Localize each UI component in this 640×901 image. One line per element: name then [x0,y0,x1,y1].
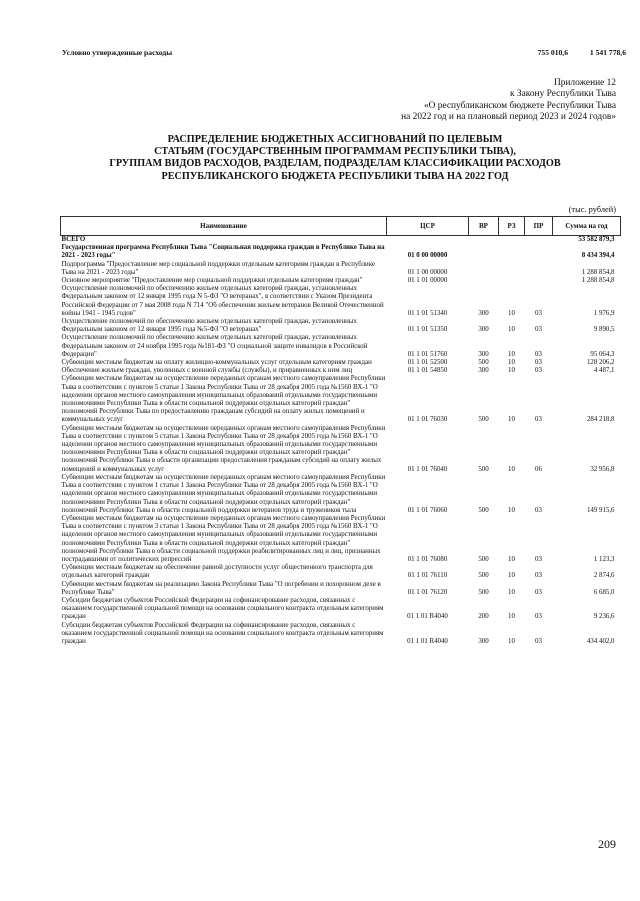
row-rz [499,277,525,285]
appendix-line: «О республиканском бюджете Республики Тыва [423,100,616,111]
title-line: РАСПРЕДЕЛЕНИЕ БЮДЖЕТНЫХ АССИГНОВАНИЙ ПО ЦЕЛЕВЫМ [167,134,503,145]
row-rz [499,244,525,260]
row-pr [525,261,553,277]
table-row [61,375,621,424]
appendix-line: Приложение 12 [553,78,616,88]
row-sum: 4 487,1 [593,367,615,375]
appendix-header [286,78,616,124]
row-vr: 200 [478,613,489,621]
page-number: 209 [598,837,616,851]
row-rz: 10 [508,572,515,580]
row-name: Субвенции местным бюджетам на обеспечение равной доступности услуг общественного транспорта для отдельных категорий граждан [61,564,373,580]
row-name: Обеспечение жильем граждан, уволенных с военной службы (службы), и приравненных к ним лиц [61,367,353,375]
row-rz [499,261,525,277]
row-csr: 01 1 01 54850 [407,367,448,375]
row-csr: 01 1 01 76030 [407,416,448,424]
row-name: Основное мероприятие "Предоставление мер социальной поддержки отдельным категориям граждан" [61,277,363,285]
row-vr: 300 [478,309,489,317]
header-csr: ЦСР [387,217,469,236]
row-rz: 10 [508,465,515,473]
table-row [61,261,621,277]
table-row [61,622,621,647]
table-row [61,359,621,367]
table-row [61,564,621,580]
row-csr: 01 1 01 51350 [407,326,448,334]
table-row [61,581,621,597]
row-rz: 10 [508,555,515,563]
row-pr [525,244,553,260]
table-row [61,597,621,622]
row-vr: 300 [478,367,489,375]
row-csr: 01 1 01 R4040 [407,637,448,645]
row-sum: 284 218,8 [586,416,615,424]
row-rz: 10 [508,309,515,317]
row-vr: 500 [478,588,489,596]
row-rz: 10 [508,637,515,645]
header-sum: Сумма на год [553,217,621,236]
row-sum: 95 064,3 [590,350,615,358]
row-sum: 1 123,3 [593,555,615,563]
total-row [61,236,621,245]
row-sum: 128 206,2 [586,359,615,367]
table-header-row [61,217,621,236]
header-pr: ПР [525,217,553,236]
row-rz: 10 [508,416,515,424]
document-title [40,134,630,183]
table-row [61,334,621,359]
row-pr: 03 [535,416,542,424]
row-sum: 1 288 854,8 [581,268,615,276]
row-rz: 10 [508,350,515,358]
row-rz: 10 [508,588,515,596]
row-csr: 01 0 00 00000 [407,252,448,260]
conditional-expenses-line [62,48,626,60]
row-csr: 01 1 01 51340 [407,309,448,317]
row-name: Субвенции местным бюджетам на осуществление переданных органам местного самоуправления Республики Тыва в соответствии с пунктом 3 статьи 1 Закона Республики Тыва от 28 декабря 2005 года №1560 ВХ-1 "О наделении органов местного самоуправления муниципальных образований отдельными государственными полномочиями Республики Тыва в области социальной поддержки отдельных категорий граждан" полномочий Республики Тыва в области социальной поддержки реабилитированных лиц и лиц, признанных пострадавшими от политических репрессий [61,514,386,563]
row-csr: 01 1 00 00000 [407,268,448,276]
row-sum: 9 890,5 [593,326,615,334]
row-name: Государственная программа Республики Тыва "Социальная поддержка граждан в Республике Тыва на 2021 - 2023 годы" [61,244,385,260]
row-csr: 01 1 01 76040 [407,465,448,473]
row-pr: 03 [535,367,542,375]
row-vr [469,261,499,277]
table-row [61,474,621,515]
row-pr: 03 [535,506,542,514]
row-vr: 500 [478,506,489,514]
row-csr: 01 1 01 76110 [407,572,448,580]
row-rz: 10 [508,506,515,514]
row-csr: 01 1 01 76060 [407,506,448,514]
row-sum: 32 956,8 [590,465,615,473]
row-vr [469,244,499,260]
row-sum: 434 402,0 [586,637,615,645]
row-pr: 03 [535,588,542,596]
row-rz: 10 [508,367,515,375]
total-sum: 53 582 879,3 [553,236,621,245]
row-rz: 10 [508,359,515,367]
row-name: Субвенции местным бюджетам на осуществление переданных органам местного самоуправления Республики Тыва в соответствии с пунктом 5 статьи 1 Закона Республики Тыва от 28 декабря 2005 года №1560 ВХ-1 "О наделении органов местного самоуправления муниципальных образований отдельными государственными полномочиями Республики Тыва в области социальной поддержки отдельных категорий граждан" полномочий Республики Тыва в области организации предоставления гражданам субсидий на оплату жилых помещений и коммунальных услуг [61,424,386,473]
row-name: Субсидии бюджетам субъектов Российской Федерации на софинансирование расходов, связанных с оказанием государственной социальной помощи на основании социального контракта отдельным категориям граждан [61,621,384,645]
header-rz: РЗ [499,217,525,236]
row-pr: 03 [535,555,542,563]
row-vr: 300 [478,637,489,645]
table-row [61,244,621,260]
appendix-line: на 2022 год и на плановый период 2023 и 2024 годов» [401,112,616,123]
row-vr: 500 [478,555,489,563]
row-vr: 500 [478,572,489,580]
row-pr: 03 [535,326,542,334]
row-pr: 03 [535,613,542,621]
row-sum: 6 685,0 [593,588,615,596]
row-rz: 10 [508,613,515,621]
row-vr: 500 [478,359,489,367]
row-pr: 03 [535,572,542,580]
row-name: Субвенции местным бюджетам на осуществление переданных органам местного самоуправления Республики Тыва в соответствии с пунктом 5 статьи 1 Закона Республики Тыва от 28 декабря 2005 года №1560 ВХ-1 "О наделении органов местного самоуправления муниципальных образований отдельными государственными полномочиями Республики Тыва в области социальной поддержки отдельных категорий граждан" полномочий Республики Тыва по предоставлению гражданам субсидий на оплату жилых помещений и коммунальных услуг [61,375,386,424]
row-vr [469,277,499,285]
row-name: Осуществление полномочий по обеспечению жильем отдельных категорий граждан, установленных Федеральным законом от 12 января 1995 года №5-ФЗ "О ветеранах" [61,318,357,334]
table-row [61,277,621,285]
row-sum: 149 915,6 [586,506,615,514]
row-vr: 300 [478,350,489,358]
conditional-expenses-label: Условно утвержденные расходы [62,48,173,57]
table-row [61,285,621,318]
table-row [61,515,621,564]
row-csr: 01 1 01 76080 [407,555,448,563]
row-vr: 300 [478,326,489,334]
title-line: СТАТЬЯМ (ГОСУДАРСТВЕННЫМ ПРОГРАММАМ РЕСПУБЛИКИ ТЫВА), [154,146,516,158]
row-name: Субвенции местным бюджетам на реализацию Закона Республики Тыва "О погребении и похоронном деле в Республике Тыва" [61,580,381,596]
row-name: Осуществление полномочий по обеспечению жильем отдельных категорий граждан, установленных Федеральным законом от 24 ноября 1995 года №181-ФЗ "О социальной защите инвалидов в Российской Федерации" [61,334,368,358]
budget-table [60,216,621,646]
row-pr [525,277,553,285]
row-csr: 01 1 01 51760 [407,350,448,358]
row-pr: 03 [535,350,542,358]
appendix-line: к Закону Республики Тыва [510,89,616,100]
row-pr: 03 [535,637,542,645]
row-csr: 01 1 01 R4040 [407,613,448,621]
row-vr: 500 [478,416,489,424]
table-row [61,318,621,334]
row-pr: 06 [535,465,542,473]
row-pr: 03 [535,309,542,317]
header-name: Наименование [61,217,387,236]
units-label: (тыс. рублей) [568,205,616,214]
row-name: Субвенции местным бюджетам на осуществление переданных органам местного самоуправления Республики Тыва в соответствии с пунктом 1 статьи 1 Закона Республики Тыва от 28 декабря 2005 года №1560 ВХ-1 "О наделении органов местного самоуправления муниципальных образований отдельными государственными полномочиями Республики Тыва в области социальной поддержки отдельных категорий граждан" полномочий Республики Тыва в области социальной поддержки ветеранов труда и тружеников тыла [61,473,386,514]
total-label: ВСЕГО [61,236,387,245]
header-vr: ВР [469,217,499,236]
row-csr: 01 1 01 76120 [407,588,448,596]
row-name: Субсидии бюджетам субъектов Российской Федерации на софинансирование расходов, связанных с оказанием государственной социальной помощи на основании социального контракта отдельным категориям граждан [61,596,384,621]
row-sum: 2 874,6 [593,572,615,580]
title-line: ГРУППАМ ВИДОВ РАСХОДОВ, РАЗДЕЛАМ, ПОДРАЗДЕЛАМ КЛАССИФИКАЦИИ РАСХОДОВ [109,158,561,170]
row-sum: 9 236,6 [593,613,615,621]
row-pr: 03 [535,359,542,367]
row-sum: 1 288 854,8 [581,277,615,285]
row-sum: 1 976,9 [593,309,615,317]
row-rz: 10 [508,326,515,334]
row-csr: 01 1 01 00000 [407,277,448,285]
row-name: Подпрограмма "Предоставление мер социальной поддержки отдельным категориям граждан в Республике Тыва на 2021 - 2023 годы" [61,260,375,276]
conditional-expenses-2024: 1 541 778,6 [589,48,626,57]
table-row [61,367,621,375]
table-row [61,425,621,474]
row-sum: 8 434 394,4 [581,252,615,260]
title-line: РЕСПУБЛИКАНСКОГО БЮДЖЕТА РЕСПУБЛИКИ ТЫВА НА 2022 ГОД [161,170,509,182]
conditional-expenses-2023: 755 010,6 [537,48,568,57]
row-vr: 500 [478,465,489,473]
row-name: Осуществление полномочий по обеспечению жильем отдельных категорий граждан, установленных Федеральным законом от 12 января 1995 года N 5-ФЗ "О ветеранах", в соответствии с Указом Президента Российской Федерации от 7 мая 2008 года N 714 "Об обеспечении жильем ветеранов Великой Отечественной войны 1941 - 1945 годов" [61,285,384,317]
row-name: Субвенции местным бюджетам на оплату жилищно-коммунальных услуг отдельным категориям граждан [61,359,372,367]
row-csr: 01 1 01 52500 [407,359,448,367]
